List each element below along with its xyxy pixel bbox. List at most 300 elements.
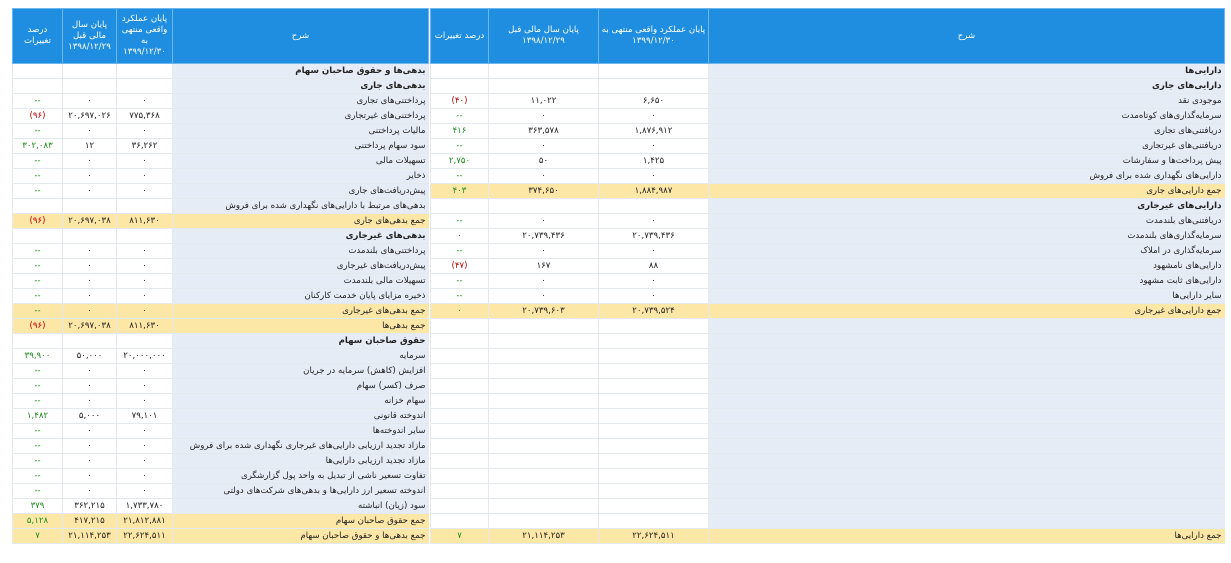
row-current-value <box>599 199 709 214</box>
row-current-value: ۲۱,۸۱۲,۸۸۱ <box>117 514 173 529</box>
row-change-percent <box>431 484 489 499</box>
row-prior-value: ۰ <box>63 364 117 379</box>
row-change-percent: -- <box>431 169 489 184</box>
table-row <box>431 199 1225 214</box>
row-prior-value: ۰ <box>63 184 117 199</box>
header-prior-year: پایان سال مالی قبل ۱۳۹۸/۱۲/۲۹ <box>63 9 117 64</box>
row-change-percent <box>13 229 63 244</box>
table-row <box>431 364 1225 379</box>
row-prior-value <box>63 79 117 94</box>
row-change-percent: (۹۶) <box>13 109 63 124</box>
row-prior-value <box>63 64 117 79</box>
table-row <box>13 409 429 424</box>
row-current-value: ۱,۸۸۴,۹۸۷ <box>599 184 709 199</box>
table-row <box>431 214 1225 229</box>
row-prior-value <box>489 199 599 214</box>
row-current-value: ۲۲,۶۲۴,۵۱۱ <box>599 529 709 544</box>
row-prior-value <box>489 499 599 514</box>
row-change-percent: -- <box>13 454 63 469</box>
row-prior-value: ۰ <box>489 214 599 229</box>
row-change-percent <box>431 334 489 349</box>
table-row <box>13 334 429 349</box>
table-row <box>431 124 1225 139</box>
row-description: جمع بدهی‌های غیرجاری <box>173 304 429 319</box>
row-description: بدهی‌های غیرجاری <box>173 229 429 244</box>
table-row <box>13 184 429 199</box>
row-prior-value: ۰ <box>489 169 599 184</box>
row-description: بدهی‌ها و حقوق صاحبان سهام <box>173 64 429 79</box>
row-current-value: ۱,۴۲۵ <box>599 154 709 169</box>
row-current-value: ۰ <box>599 244 709 259</box>
row-change-percent <box>431 469 489 484</box>
row-current-value: ۸۱۱,۶۳۰ <box>117 214 173 229</box>
row-description: اندوخته قانونی <box>173 409 429 424</box>
row-prior-value <box>63 199 117 214</box>
row-description: تسهیلات مالی <box>173 154 429 169</box>
row-change-percent: ۲,۷۵۰ <box>431 154 489 169</box>
row-description: ذخایر <box>173 169 429 184</box>
row-prior-value: ۰ <box>63 124 117 139</box>
row-description: تسهیلات مالی بلندمدت <box>173 274 429 289</box>
row-change-percent <box>431 454 489 469</box>
row-current-value: ۰ <box>117 454 173 469</box>
header-change-percent: درصد تغییرات <box>431 9 489 64</box>
row-prior-value <box>489 394 599 409</box>
table-row <box>431 514 1225 529</box>
row-prior-value: ۰ <box>63 289 117 304</box>
table-row <box>13 379 429 394</box>
row-description: دریافتنی‌های تجاری <box>709 124 1225 139</box>
row-description: پرداختنی‌های تجاری <box>173 94 429 109</box>
row-description: تفاوت تسعیر ناشی از تبدیل به واحد پول گزارشگری <box>173 469 429 484</box>
row-current-value <box>599 409 709 424</box>
table-row <box>13 349 429 364</box>
row-change-percent: -- <box>431 274 489 289</box>
row-prior-value: ۳۶۲,۲۱۵ <box>63 499 117 514</box>
row-prior-value: ۱۲ <box>63 139 117 154</box>
table-row <box>13 274 429 289</box>
row-current-value <box>599 499 709 514</box>
row-description <box>709 379 1225 394</box>
row-change-percent: ۳۷۹ <box>13 499 63 514</box>
row-description: افزایش (کاهش) سرمایه در جریان <box>173 364 429 379</box>
row-prior-value: ۴۱۷,۲۱۵ <box>63 514 117 529</box>
row-current-value: ۸۸ <box>599 259 709 274</box>
table-row <box>431 469 1225 484</box>
row-change-percent: (۴۰) <box>431 94 489 109</box>
row-prior-value: ۰ <box>63 379 117 394</box>
row-change-percent <box>431 64 489 79</box>
row-current-value <box>599 394 709 409</box>
table-row <box>431 424 1225 439</box>
table-header-row <box>431 9 1225 64</box>
row-current-value: ۲۰,۰۰۰,۰۰۰ <box>117 349 173 364</box>
row-prior-value <box>489 424 599 439</box>
row-prior-value: ۰ <box>63 469 117 484</box>
table-row <box>13 364 429 379</box>
row-description: پیش‌دریافت‌های غیرجاری <box>173 259 429 274</box>
row-prior-value: ۰ <box>489 289 599 304</box>
row-prior-value: ۵۰ <box>489 154 599 169</box>
row-description: اندوخته تسعیر ارز دارایی‌ها و بدهی‌های شرکت‌های دولتی <box>173 484 429 499</box>
row-current-value: ۰ <box>117 469 173 484</box>
row-current-value <box>599 454 709 469</box>
row-prior-value: ۳۷۴,۶۵۰ <box>489 184 599 199</box>
row-change-percent: -- <box>13 484 63 499</box>
row-description: دارایی‌های غیرجاری <box>709 199 1225 214</box>
table-row <box>431 439 1225 454</box>
row-prior-value <box>489 454 599 469</box>
row-description: دریافتنی‌های بلندمدت <box>709 214 1225 229</box>
row-current-value <box>117 334 173 349</box>
row-prior-value <box>63 229 117 244</box>
row-current-value <box>117 199 173 214</box>
table-row <box>431 169 1225 184</box>
row-prior-value <box>489 439 599 454</box>
table-row <box>431 379 1225 394</box>
row-current-value: ۷۷۵,۳۶۸ <box>117 109 173 124</box>
row-current-value <box>117 64 173 79</box>
row-description: سرمایه‌گذاری در املاک <box>709 244 1225 259</box>
row-prior-value <box>489 364 599 379</box>
row-change-percent <box>431 409 489 424</box>
row-description: جمع دارایی‌های جاری <box>709 184 1225 199</box>
row-current-value: ۰ <box>599 274 709 289</box>
row-current-value: ۶,۶۵۰ <box>599 94 709 109</box>
row-prior-value: ۰ <box>63 274 117 289</box>
row-change-percent <box>431 379 489 394</box>
row-current-value <box>599 79 709 94</box>
row-description: سود (زیان) انباشته <box>173 499 429 514</box>
row-description <box>709 454 1225 469</box>
assets-table <box>430 8 1225 544</box>
row-current-value <box>117 229 173 244</box>
table-row <box>431 109 1225 124</box>
row-change-percent: -- <box>13 469 63 484</box>
row-description: جمع دارایی‌ها <box>709 529 1225 544</box>
row-description: سود سهام پرداختنی <box>173 139 429 154</box>
row-change-percent: -- <box>13 394 63 409</box>
row-prior-value: ۰ <box>63 169 117 184</box>
row-change-percent: -- <box>431 289 489 304</box>
row-change-percent: ۰ <box>431 229 489 244</box>
row-description <box>709 334 1225 349</box>
table-row <box>431 139 1225 154</box>
row-description <box>709 364 1225 379</box>
table-row <box>13 199 429 214</box>
row-current-value: ۸۱۱,۶۳۰ <box>117 319 173 334</box>
row-description: بدهی‌های جاری <box>173 79 429 94</box>
row-current-value: ۰ <box>117 424 173 439</box>
row-description: سرمایه‌گذاری‌های بلندمدت <box>709 229 1225 244</box>
row-description: مازاد تجدید ارزیابی دارایی‌های غیرجاری نگهداری شده برای فروش <box>173 439 429 454</box>
row-change-percent: -- <box>13 244 63 259</box>
row-change-percent <box>431 439 489 454</box>
row-current-value: ۰ <box>117 484 173 499</box>
row-current-value <box>599 469 709 484</box>
row-description: پیش‌دریافت‌های جاری <box>173 184 429 199</box>
row-change-percent: -- <box>13 154 63 169</box>
row-prior-value: ۱۶۷ <box>489 259 599 274</box>
row-description: پرداختنی‌های بلندمدت <box>173 244 429 259</box>
table-row <box>13 94 429 109</box>
row-current-value: ۰ <box>117 289 173 304</box>
table-header-row <box>13 9 429 64</box>
row-description: سرمایه <box>173 349 429 364</box>
row-description: موجودی نقد <box>709 94 1225 109</box>
row-current-value <box>117 79 173 94</box>
row-current-value: ۰ <box>117 184 173 199</box>
header-change-percent: درصد تغییرات <box>13 9 63 64</box>
row-change-percent: ۴۰۳ <box>431 184 489 199</box>
row-current-value: ۰ <box>117 394 173 409</box>
row-prior-value: ۰ <box>63 259 117 274</box>
row-current-value: ۲۰,۷۳۹,۴۳۶ <box>599 229 709 244</box>
row-prior-value <box>489 349 599 364</box>
table-row <box>431 454 1225 469</box>
row-current-value: ۱,۸۷۶,۹۱۲ <box>599 124 709 139</box>
row-change-percent: -- <box>13 439 63 454</box>
row-current-value: ۰ <box>117 364 173 379</box>
row-description: حقوق صاحبان سهام <box>173 334 429 349</box>
row-current-value: ۰ <box>117 379 173 394</box>
row-description: پیش پرداخت‌ها و سفارشات <box>709 154 1225 169</box>
row-current-value: ۰ <box>599 109 709 124</box>
row-current-value <box>599 379 709 394</box>
row-prior-value: ۰ <box>489 139 599 154</box>
header-description: شرح <box>709 9 1225 64</box>
row-change-percent <box>431 199 489 214</box>
table-row <box>13 259 429 274</box>
table-row <box>431 64 1225 79</box>
row-description: ذخیره مزایای پایان خدمت کارکنان <box>173 289 429 304</box>
row-change-percent <box>13 79 63 94</box>
row-change-percent <box>431 364 489 379</box>
row-prior-value: ۰ <box>489 244 599 259</box>
row-prior-value: ۰ <box>63 244 117 259</box>
row-prior-value: ۰ <box>63 154 117 169</box>
table-row <box>431 409 1225 424</box>
table-row <box>13 154 429 169</box>
row-change-percent <box>431 499 489 514</box>
table-row <box>13 79 429 94</box>
row-change-percent: ۴۱۶ <box>431 124 489 139</box>
row-change-percent: ۵,۱۲۸ <box>13 514 63 529</box>
table-row <box>13 289 429 304</box>
row-current-value: ۰ <box>117 124 173 139</box>
row-description: مالیات پرداختنی <box>173 124 429 139</box>
row-change-percent: -- <box>13 424 63 439</box>
table-row <box>13 214 429 229</box>
table-row <box>13 469 429 484</box>
row-description: دارایی‌های جاری <box>709 79 1225 94</box>
row-prior-value: ۱۱,۰۲۲ <box>489 94 599 109</box>
row-prior-value <box>489 514 599 529</box>
table-row <box>13 304 429 319</box>
row-change-percent: -- <box>13 274 63 289</box>
table-row <box>13 484 429 499</box>
row-description: دارایی‌های نگهداری شده برای فروش <box>709 169 1225 184</box>
row-current-value: ۰ <box>599 139 709 154</box>
row-change-percent: -- <box>13 259 63 274</box>
row-description <box>709 319 1225 334</box>
row-current-value <box>599 439 709 454</box>
table-row <box>13 64 429 79</box>
table-row <box>431 319 1225 334</box>
row-change-percent <box>13 199 63 214</box>
table-row <box>13 169 429 184</box>
row-prior-value: ۰ <box>63 439 117 454</box>
header-current-period: پایان عملکرد واقعی منتهی به ۱۳۹۹/۱۲/۳۰ <box>117 9 173 64</box>
row-prior-value: ۰ <box>63 304 117 319</box>
row-prior-value: ۰ <box>63 484 117 499</box>
row-description: جمع بدهی‌ها <box>173 319 429 334</box>
row-change-percent: ۷ <box>13 529 63 544</box>
row-change-percent <box>431 319 489 334</box>
table-row <box>13 454 429 469</box>
row-prior-value: ۲۰,۷۳۹,۴۳۶ <box>489 229 599 244</box>
table-row <box>431 79 1225 94</box>
row-prior-value: ۵۰,۰۰۰ <box>63 349 117 364</box>
row-current-value <box>599 424 709 439</box>
row-current-value: ۰ <box>117 244 173 259</box>
row-description: جمع حقوق صاحبان سهام <box>173 514 429 529</box>
row-description: دریافتنی‌های غیرتجاری <box>709 139 1225 154</box>
table-row <box>431 349 1225 364</box>
row-change-percent: -- <box>13 124 63 139</box>
row-change-percent: -- <box>431 139 489 154</box>
row-change-percent <box>431 349 489 364</box>
row-prior-value: ۵,۰۰۰ <box>63 409 117 424</box>
row-description <box>709 499 1225 514</box>
row-description: پرداختنی‌های غیرتجاری <box>173 109 429 124</box>
row-description: سهام خزانه <box>173 394 429 409</box>
row-prior-value: ۰ <box>63 394 117 409</box>
row-current-value: ۰ <box>117 274 173 289</box>
header-prior-year: پایان سال مالی قبل ۱۳۹۸/۱۲/۲۹ <box>489 9 599 64</box>
table-row <box>431 229 1225 244</box>
row-description: سرمایه‌گذاری‌های کوتاه‌مدت <box>709 109 1225 124</box>
table-row <box>431 274 1225 289</box>
row-prior-value <box>489 379 599 394</box>
row-prior-value: ۰ <box>63 424 117 439</box>
row-current-value <box>599 484 709 499</box>
row-change-percent <box>13 64 63 79</box>
row-description: سایر اندوخته‌ها <box>173 424 429 439</box>
row-current-value: ۰ <box>117 154 173 169</box>
table-row <box>431 289 1225 304</box>
row-prior-value <box>489 334 599 349</box>
row-prior-value: ۲۱,۱۱۴,۲۵۳ <box>63 529 117 544</box>
row-description: جمع دارایی‌های غیرجاری <box>709 304 1225 319</box>
row-description: سایر دارایی‌ها <box>709 289 1225 304</box>
row-current-value <box>599 64 709 79</box>
row-prior-value <box>489 79 599 94</box>
row-description: جمع بدهی‌های جاری <box>173 214 429 229</box>
table-row <box>13 424 429 439</box>
table-row <box>431 154 1225 169</box>
row-description <box>709 469 1225 484</box>
row-current-value: ۰ <box>599 169 709 184</box>
row-current-value: ۱,۷۳۳,۷۸۰ <box>117 499 173 514</box>
row-prior-value: ۰ <box>63 454 117 469</box>
row-change-percent: -- <box>431 214 489 229</box>
table-row <box>13 109 429 124</box>
row-change-percent: -- <box>13 304 63 319</box>
row-description <box>709 484 1225 499</box>
table-row <box>13 499 429 514</box>
row-description: مازاد تجدید ارزیابی دارایی‌ها <box>173 454 429 469</box>
row-current-value: ۲۰,۷۳۹,۵۲۴ <box>599 304 709 319</box>
row-current-value: ۲۲,۶۲۴,۵۱۱ <box>117 529 173 544</box>
table-row <box>431 499 1225 514</box>
table-row <box>431 334 1225 349</box>
row-prior-value <box>489 409 599 424</box>
row-description: دارایی‌های نامشهود <box>709 259 1225 274</box>
row-prior-value <box>489 64 599 79</box>
row-prior-value: ۲۰,۷۳۹,۶۰۳ <box>489 304 599 319</box>
table-row <box>13 139 429 154</box>
row-current-value: ۰ <box>117 169 173 184</box>
row-description <box>709 349 1225 364</box>
table-row <box>13 124 429 139</box>
row-change-percent: -- <box>13 364 63 379</box>
row-prior-value: ۲۱,۱۱۴,۲۵۳ <box>489 529 599 544</box>
table-row <box>431 94 1225 109</box>
row-change-percent: -- <box>13 184 63 199</box>
liabilities-equity-table <box>12 8 429 544</box>
row-current-value <box>599 334 709 349</box>
row-change-percent: -- <box>431 244 489 259</box>
row-change-percent <box>431 79 489 94</box>
row-change-percent <box>13 334 63 349</box>
row-current-value: ۰ <box>117 439 173 454</box>
row-change-percent: -- <box>431 109 489 124</box>
row-description <box>709 394 1225 409</box>
row-prior-value: ۲۰,۶۹۷,۰۳۸ <box>63 214 117 229</box>
row-description: جمع بدهی‌ها و حقوق صاحبان سهام <box>173 529 429 544</box>
row-current-value <box>599 349 709 364</box>
balance-sheet <box>12 8 1224 556</box>
row-change-percent: -- <box>13 169 63 184</box>
row-change-percent: -- <box>13 289 63 304</box>
table-row <box>13 514 429 529</box>
row-description <box>709 514 1225 529</box>
table-row <box>431 244 1225 259</box>
table-row <box>431 484 1225 499</box>
row-prior-value <box>489 319 599 334</box>
row-current-value: ۳۶,۲۶۲ <box>117 139 173 154</box>
row-description <box>709 439 1225 454</box>
row-change-percent <box>431 514 489 529</box>
table-row <box>431 304 1225 319</box>
row-change-percent: ۱,۴۸۲ <box>13 409 63 424</box>
row-current-value <box>599 364 709 379</box>
table-row <box>431 394 1225 409</box>
row-change-percent: ۷ <box>431 529 489 544</box>
row-prior-value: ۰ <box>489 109 599 124</box>
row-change-percent: ۳۹,۹۰۰ <box>13 349 63 364</box>
row-prior-value: ۲۰,۶۹۷,۰۲۶ <box>63 109 117 124</box>
row-change-percent: (۹۶) <box>13 319 63 334</box>
table-row <box>431 184 1225 199</box>
row-current-value: ۰ <box>599 214 709 229</box>
row-prior-value: ۲۰,۶۹۷,۰۳۸ <box>63 319 117 334</box>
row-change-percent: -- <box>13 94 63 109</box>
row-description: بدهی‌های مرتبط با دارایی‌های نگهداری شده برای فروش <box>173 199 429 214</box>
row-change-percent: ۰ <box>431 304 489 319</box>
row-prior-value <box>63 334 117 349</box>
